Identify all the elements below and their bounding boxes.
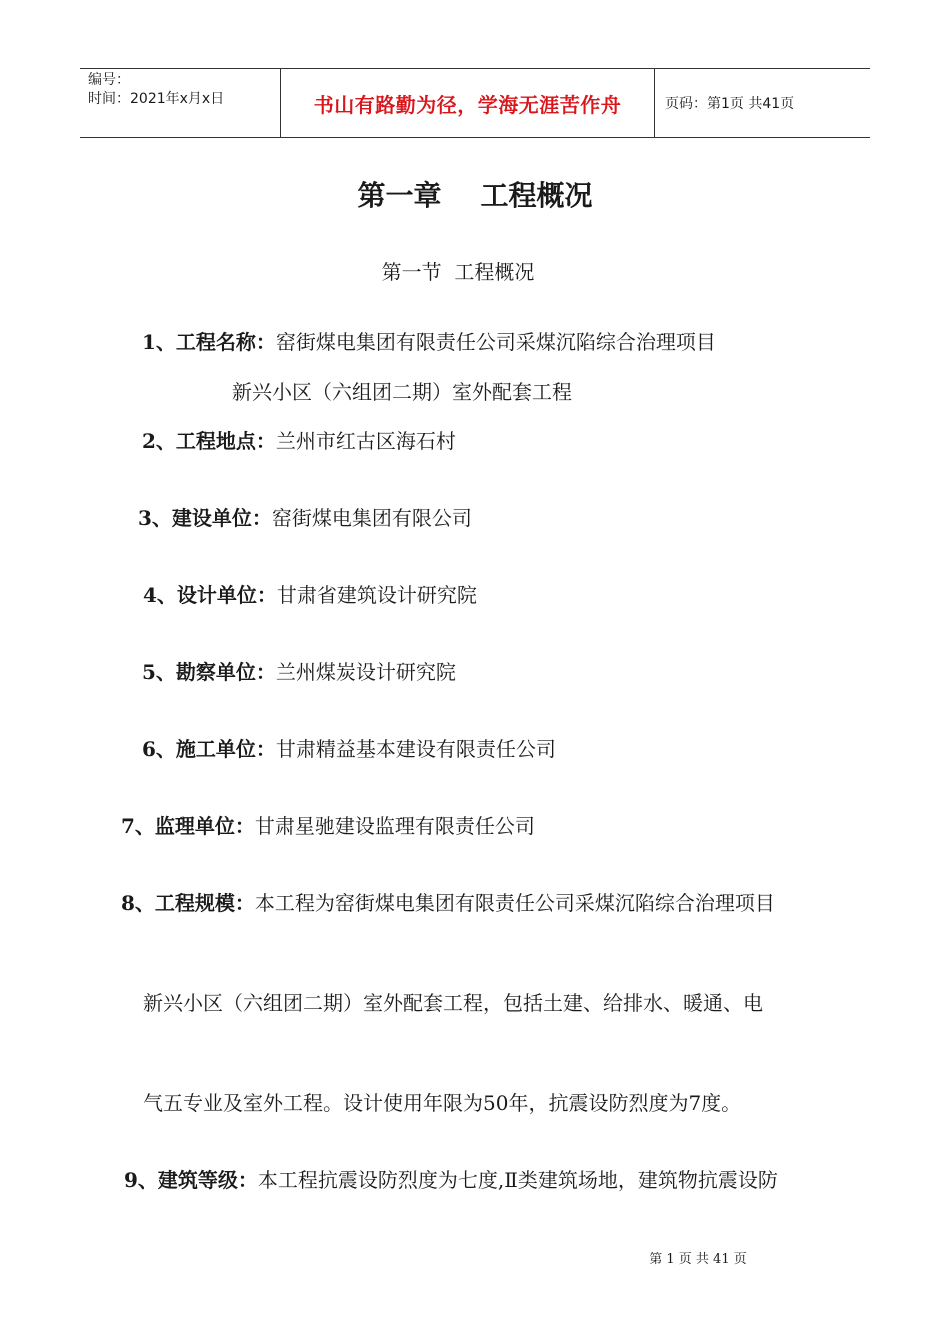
item-project-name <box>142 328 716 356</box>
page-footer: 第 1 页 共 41 页 <box>649 1252 747 1267</box>
item-value: 窑街煤电集团有限责任公司采煤沉陷综合治理项目 <box>275 330 716 354</box>
chapter-title: 第一章 工程概况 <box>357 179 593 212</box>
header-number: 编号： <box>88 72 130 88</box>
item-label: 9、建筑等级： <box>124 1168 258 1192</box>
item-label: 5、勘察单位： <box>142 660 276 684</box>
item-project-scale-cont <box>143 1089 741 1117</box>
item-supervision-unit <box>121 812 535 840</box>
item-design-unit <box>143 581 477 609</box>
item-label: 6、施工单位： <box>142 737 276 761</box>
header-motto-cell <box>281 69 655 137</box>
item-value: 甘肃精益基本建设有限责任公司 <box>275 737 556 761</box>
item-owner <box>138 504 472 532</box>
item-label: 3、建设单位： <box>138 506 272 530</box>
item-building-grade <box>124 1166 778 1194</box>
item-value: 甘肃省建筑设计研究院 <box>276 583 477 607</box>
item-label: 8、工程规模： <box>121 891 255 915</box>
item-value: 气五专业及室外工程。设计使用年限为50年，抗震设防烈度为7度。 <box>143 1091 742 1115</box>
item-value: 新兴小区（六组团二期）室外配套工程 <box>232 380 572 404</box>
section-title: 第一节 工程概况 <box>381 260 535 284</box>
item-project-scale <box>121 889 775 917</box>
item-value: 兰州煤炭设计研究院 <box>275 660 456 684</box>
item-value: 甘肃星驰建设监理有限责任公司 <box>254 814 535 838</box>
item-value: 本工程抗震设防烈度为七度,Ⅱ类建筑场地，建筑物抗震设防 <box>257 1168 778 1192</box>
item-survey-unit <box>142 658 456 686</box>
item-value: 窑街煤电集团有限公司 <box>271 506 472 530</box>
item-label: 7、监理单位： <box>121 814 255 838</box>
item-project-name-cont <box>232 378 572 406</box>
item-label: 4、设计单位： <box>143 583 277 607</box>
item-value: 新兴小区（六组团二期）室外配套工程，包括土建、给排水、暖通、电 <box>143 991 763 1015</box>
header-meta <box>80 69 281 137</box>
header-page-cell <box>655 69 870 137</box>
header-page-number: 页码：第1页 共41页 <box>665 96 795 112</box>
page-header <box>80 68 870 138</box>
item-label: 1、工程名称： <box>142 330 276 354</box>
header-date: 时间：2021年x月x日 <box>88 91 225 107</box>
item-value: 本工程为窑街煤电集团有限责任公司采煤沉陷综合治理项目 <box>254 891 775 915</box>
header-motto: 书山有路勤为径，学海无涯苦作舟 <box>313 92 622 117</box>
item-label: 2、工程地点： <box>142 429 276 453</box>
item-construction-unit <box>142 735 556 763</box>
item-project-location <box>142 427 456 455</box>
item-project-scale-cont <box>143 989 763 1017</box>
item-value: 兰州市红古区海石村 <box>275 429 456 453</box>
